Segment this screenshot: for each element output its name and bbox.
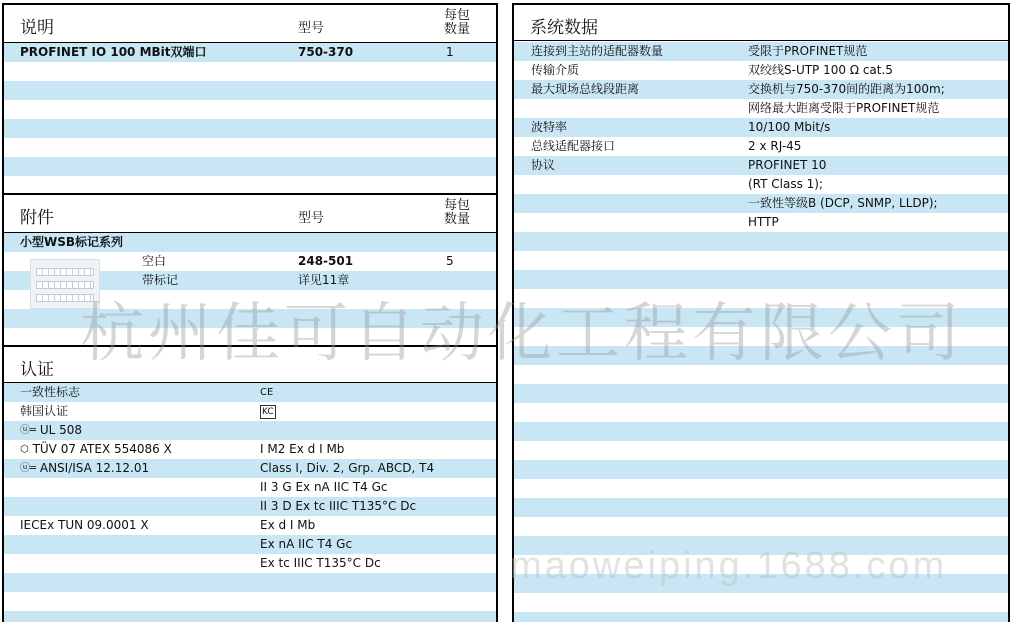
ul-listing-icon: ⓤ═ <box>20 425 37 436</box>
certification-stripes <box>4 383 496 622</box>
divider <box>4 232 496 233</box>
col-qty-line2: 数量 <box>444 22 471 37</box>
cert-value: II 3 D Ex tc IIIC T135°C Dc <box>260 499 417 513</box>
left-panel <box>2 3 498 622</box>
company-watermark: 杭州佳可自动化工程有限公司 <box>80 297 964 371</box>
spec-value: 2 x RJ-45 <box>748 139 802 153</box>
divider <box>4 42 496 43</box>
spec-value: 一致性等级B (DCP, SNMP, LLDP); <box>748 196 938 210</box>
cert-value: Ex nA IIC T4 Gc <box>260 537 353 551</box>
spec-label: 连接到主站的适配器数量 <box>531 44 664 58</box>
cert-label: ANSI/ISA 12.12.01 <box>39 461 150 475</box>
cert-value: Class I, Div. 2, Grp. ABCD, T4 <box>260 461 435 475</box>
system-data-header <box>514 5 1008 41</box>
marker-strip <box>36 281 94 289</box>
certification-header <box>4 347 496 383</box>
accessory-model: 248-501 <box>298 254 354 268</box>
cert-label: TÜV 07 ATEX 554086 X <box>32 442 172 456</box>
description-col-qty <box>444 9 470 37</box>
cert-value: I M2 Ex d I Mb <box>260 442 345 456</box>
marker-strip <box>36 268 94 276</box>
spec-value: PROFINET 10 <box>748 158 827 172</box>
col-qty-line1: 每包 <box>444 198 471 213</box>
ul-listing-icon: ⓤ═ <box>20 463 37 474</box>
cert-label: IECEx TUN 09.0001 X <box>20 518 149 532</box>
ce-mark-icon: CE <box>260 387 274 398</box>
accessory-model: 详见11章 <box>298 273 350 287</box>
spec-label: 传输介质 <box>531 63 580 77</box>
spec-value: 交换机与750-370间的距离为100m; <box>748 82 945 96</box>
spec-label: 最大现场总线段距离 <box>531 82 640 96</box>
section-divider <box>4 193 496 195</box>
certification-title: 认证 <box>20 360 54 380</box>
cert-label: UL 508 <box>39 423 83 437</box>
kc-mark-icon: KC <box>262 407 274 417</box>
accessory-group: 小型WSB标记系列 <box>20 235 124 249</box>
spec-value: HTTP <box>748 215 779 229</box>
description-title: 说明 <box>20 18 54 38</box>
marker-strip <box>36 294 94 302</box>
spec-label: 波特率 <box>531 120 568 134</box>
product-name: PROFINET IO 100 MBit双端口 <box>20 45 207 59</box>
cert-value: Ex d I Mb <box>260 518 316 532</box>
accessories-header <box>4 195 496 233</box>
spec-value: 受限于PROFINET规范 <box>748 44 868 58</box>
cert-value: Ex tc IIIC T135°C Dc <box>260 556 381 570</box>
product-model: 750-370 <box>298 45 354 59</box>
spec-label: 总线适配器接口 <box>531 139 616 153</box>
spec-value: 10/100 Mbit/s <box>748 120 831 134</box>
cert-label: 韩国认证 <box>20 404 69 418</box>
spec-value: (RT Class 1); <box>748 177 824 191</box>
cert-value: II 3 G Ex nA IIC T4 Gc <box>260 480 388 494</box>
cert-row-ansi <box>20 459 149 478</box>
accessory-name: 空白 <box>142 254 167 268</box>
section-divider <box>4 345 496 347</box>
right-panel <box>512 3 1010 622</box>
cert-row-ul <box>20 421 82 440</box>
site-watermark: maoweiping.1688.com <box>510 545 948 587</box>
spec-value: 网络最大距离受限于PROFINET规范 <box>748 101 940 115</box>
marker-strip-image <box>30 259 100 309</box>
accessories-col-qty <box>444 199 470 227</box>
system-data-title: 系统数据 <box>530 18 598 38</box>
description-col-model: 型号 <box>298 21 325 36</box>
accessories-title: 附件 <box>20 208 54 228</box>
spec-value: 双绞线S-UTP 100 Ω cat.5 <box>748 63 893 77</box>
spec-label: 协议 <box>531 158 556 172</box>
cert-row-tuv <box>20 440 172 459</box>
description-header <box>4 5 496 43</box>
col-qty-line2: 数量 <box>444 212 471 227</box>
description-stripes <box>4 43 496 193</box>
col-qty-line1: 每包 <box>444 8 471 23</box>
tuv-ex-icon: ⬡ <box>20 444 29 455</box>
accessory-qty: 5 <box>446 254 454 268</box>
product-qty: 1 <box>446 45 454 59</box>
divider <box>514 40 1008 41</box>
accessories-col-model: 型号 <box>298 211 325 226</box>
cert-label: 一致性标志 <box>20 385 81 399</box>
divider <box>4 382 496 383</box>
accessory-name: 带标记 <box>142 273 179 287</box>
